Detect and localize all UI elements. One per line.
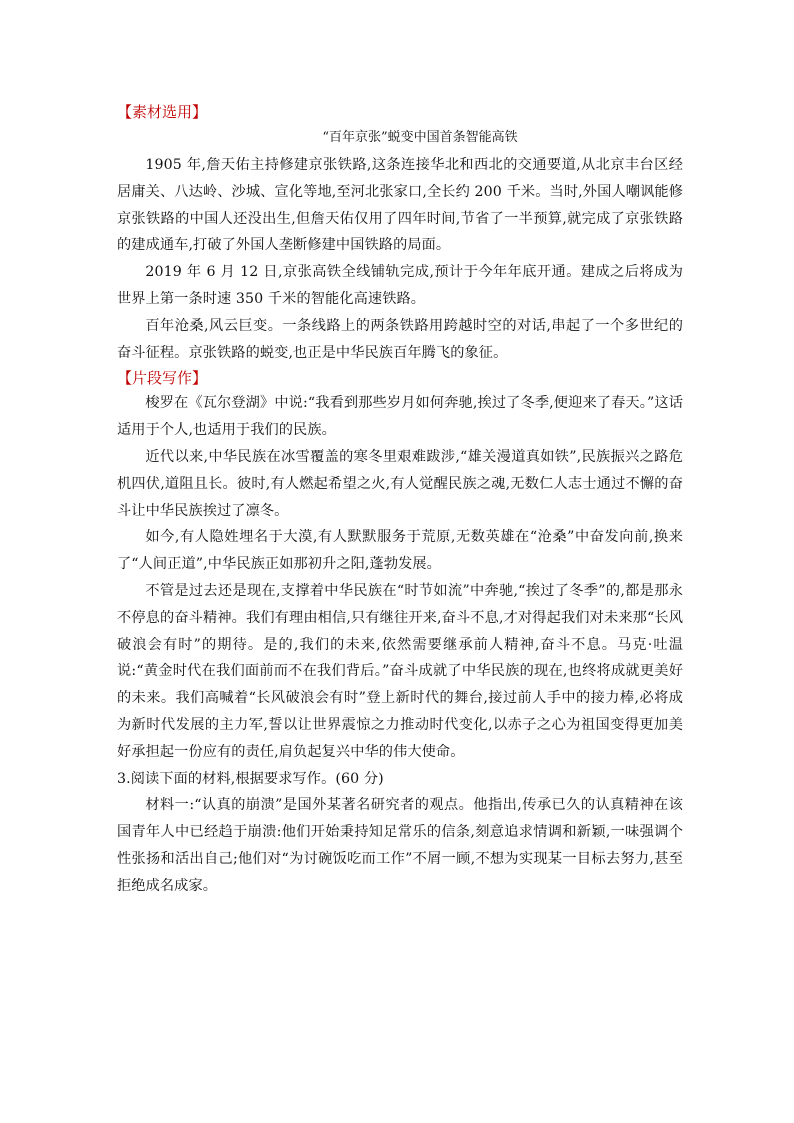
writing-paragraph-3: 如今,有人隐姓埋名于大漠,有人默默服务于荒原,无数英雄在“沧桑”中奋发向前,换来了“人间正道”,中华民族正如那初升之阳,蓬勃发展。: [117, 529, 683, 573]
section-heading-material: [117, 100, 683, 124]
writing-paragraph-4: 不管是过去还是现在,支撑着中华民族在“时节如流”中奔驰,“挨过了冬季”的,都是那永不停息的奋斗精神。我们有理由相信,只有继往开来,奋斗不息,才对得起我们对未来那“长风破浪会有时”的期待。是的,我们的未来,依然需要继承前人精神,奋斗不息。马克·吐温说:“黄金时代在我们面前而不在我们背后。”奋斗成就了中华民族的现在,也终将成就更美好的未来。我们高喊着“长风破浪会有时”登上新时代的舞台,接过前人手中的接力棒,必将成为新时代发展的主力军,誓以让世界震惊之力推动时代变化,以赤子之心为祖国变得更加美好承担起一份应有的责任,肩负起复兴中华的伟大使命。: [117, 582, 683, 760]
section-heading-writing-label: 【片段写作】: [117, 369, 208, 388]
question-material-1: 材料一:“认真的崩溃”是国外某著名研究者的观点。他指出,传承已久的认真精神在该国青年人中已经趋于崩溃:他们开始秉持知足常乐的信条,刻意追求情调和新颖,一味强调个性张扬和活出自己;他们对“为讨碗饭吃而工作”不屑一顾,不想为实现某一目标去努力,甚至拒绝成名成家。: [117, 797, 683, 894]
document-page: [117, 100, 683, 900]
article-paragraph-1: 1905 年,詹天佑主持修建京张铁路,这条连接华北和西北的交通要道,从北京丰台区经居庸关、八达岭、沙城、宣化等地,至河北张家口,全长约 200 千米。当时,外国人嘲讽能修京张铁路的中国人还没出生,但詹天佑仅用了四年时间,节省了一半预算,就完成了京张铁路的建成通车,打破了外国人垄断修建中国铁路的局面。: [117, 157, 683, 254]
section-heading-material-label: 【素材选用】: [117, 103, 208, 121]
question-prompt: 3.阅读下面的材料,根据要求写作。(60 分): [117, 770, 384, 787]
article-paragraph-2: 2019 年 6 月 12 日,京张高铁全线铺轨完成,预计于今年年底开通。建成之后将成为世界上第一条时速 350 千米的智能化高速铁路。: [117, 264, 683, 307]
writing-paragraph-2: 近代以来,中华民族在冰雪覆盖的寒冬里艰难跋涉,“雄关漫道真如铁”,民族振兴之路危机四伏,道阻且长。彼时,有人燃起希望之火,有人觉醒民族之魂,无数仁人志士通过不懈的奋斗让中华民族挨过了凛冬。: [117, 448, 683, 519]
article-title: “百年京张”蜕变中国首条智能高铁: [322, 130, 518, 145]
writing-paragraph-1: 梭罗在《瓦尔登湖》中说:“我看到那些岁月如何奔驰,挨过了冬季,便迎来了春天。”这话适用于个人,也适用于我们的民族。: [117, 395, 683, 439]
section-heading-writing: [117, 366, 683, 390]
article-paragraph-3: 百年沧桑,风云巨变。一条线路上的两条铁路用跨越时空的对话,串起了一个多世纪的奋斗征程。京张铁路的蜕变,也正是中华民族百年腾飞的象征。: [117, 317, 683, 361]
